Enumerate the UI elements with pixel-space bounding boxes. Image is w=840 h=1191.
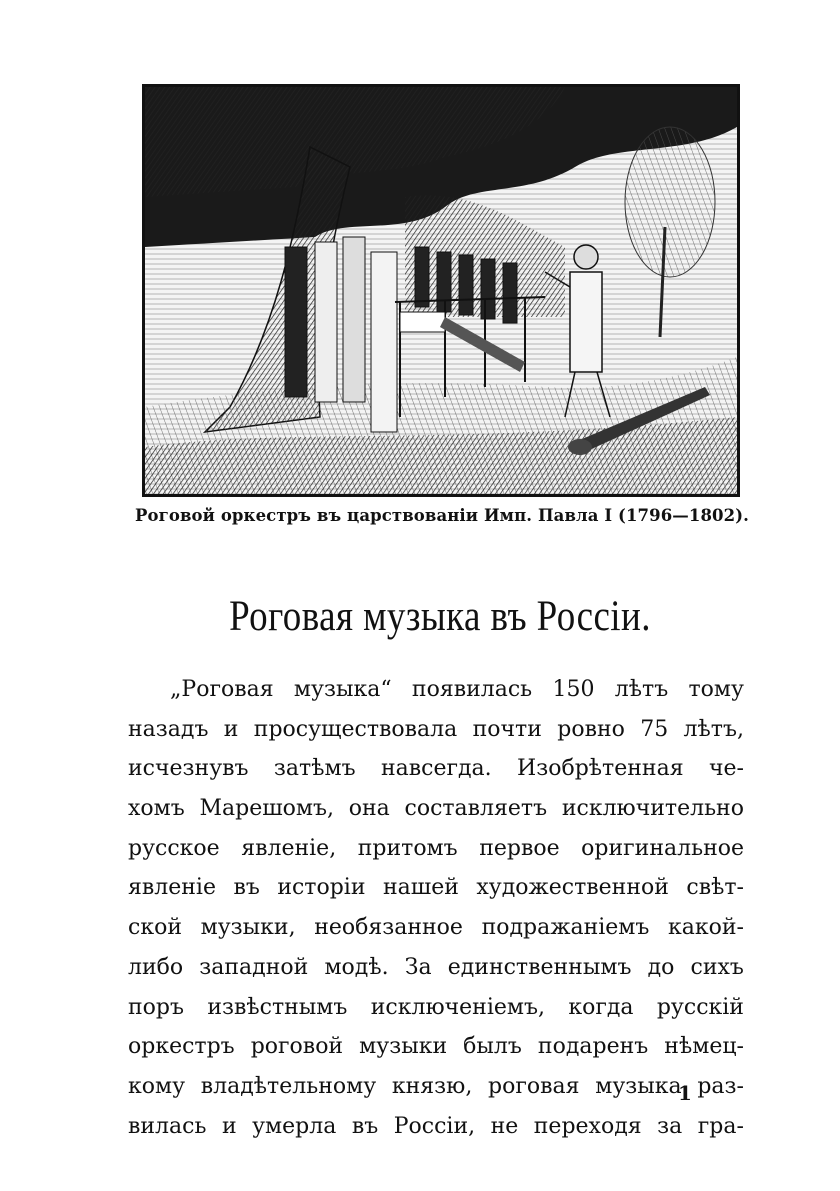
text-line: кому владѣтельному князю, роговая музыка раз- — [128, 1073, 744, 1099]
text-line: исчезнувъ затѣмъ навсегда. Изобрѣтенная че- — [128, 756, 744, 782]
text-line: оркестръ роговой музыки былъ подаренъ нѣмец- — [128, 1034, 744, 1060]
text-line: либо западной модѣ. За единственнымъ до сихъ — [128, 954, 744, 980]
text-line: поръ извѣстнымъ исключеніемъ, когда русскій — [128, 994, 744, 1020]
text-line: явленіе въ исторіи нашей художественной свѣт- — [128, 875, 744, 901]
page-number: 1 — [678, 1081, 692, 1105]
text-line: хомъ Марешомъ, она составляетъ исключительно — [128, 796, 744, 822]
engraving-horn-orchestra-icon — [145, 87, 737, 494]
text-line: ской музыки, необязанное подражаніемъ какой- — [128, 915, 744, 941]
illustration-engraving — [142, 84, 740, 497]
illustration-caption: Роговой оркестръ въ царствованіи Имп. Павла I (1796—1802). — [135, 506, 749, 525]
text-line: „Роговая музыка“ появилась 150 лѣтъ тому — [170, 677, 744, 702]
text-line: русское явленіе, притомъ первое оригинальное — [128, 835, 744, 861]
body-paragraph — [128, 670, 744, 1146]
text-line: вилась и умерла въ Россіи, не переходя за гра- — [128, 1113, 744, 1139]
page-title: Роговая музыка въ Россіи. — [229, 593, 651, 640]
text-line: назадъ и просуществовала почти ровно 75 лѣтъ, — [128, 716, 744, 742]
